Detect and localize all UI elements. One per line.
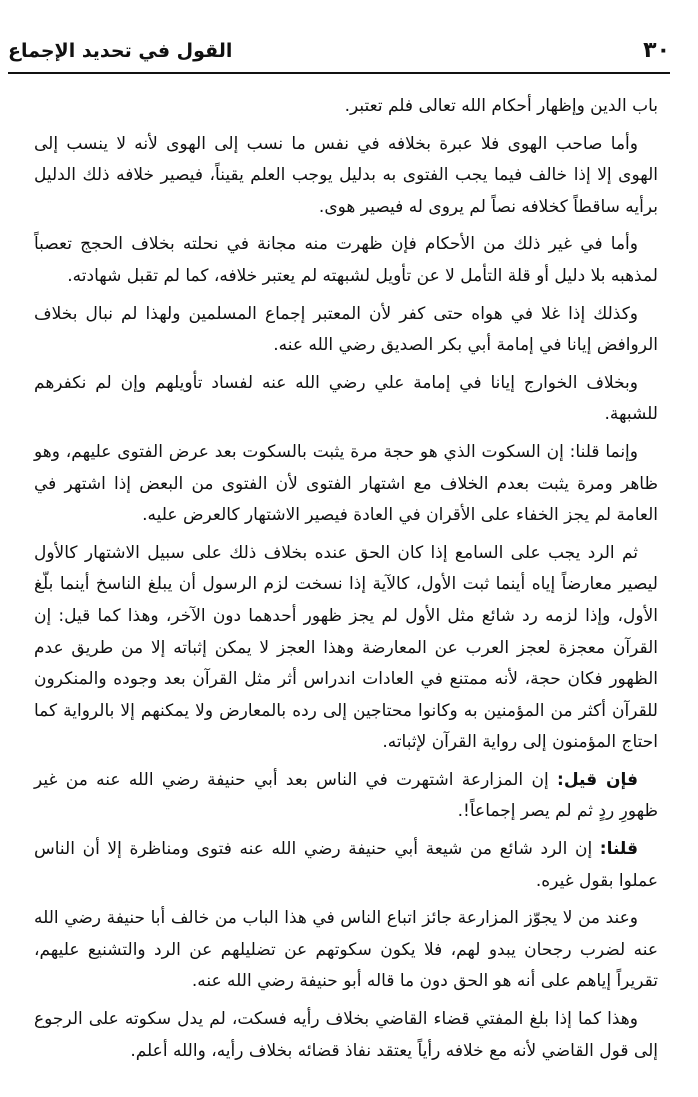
paragraph [34,229,658,292]
paragraph [34,1004,658,1067]
paragraph [34,368,658,431]
body-text [34,91,658,1073]
paragraph [34,299,658,362]
header-rule [8,72,670,74]
paragraph [34,834,658,897]
paragraph-text: باب الدين وإظهار أحكام الله تعالى فلم تعتبر. [344,96,658,116]
paragraph [34,538,658,759]
paragraph-text: ثم الرد يجب على السامع إذا كان الحق عنده بخلاف ذلك على سبيل الاشتهار كالأول ليصير معارضاً إياه أينما ثبت الأول، كالآية إذا نسخت لزم الرسول أن يبلغ الناسخ أينما بلّغ الأول، وإذا لزمه رد شائع مثل الأول لم يجز ظهور أحدهما دون الآخر، وهذا كما قيل: إن القرآن معجزة لعجز العرب عن المعارضة وهذا العجز لا يمكن إثباته إلا من طريق عدم الظهور فكان حجة، لأنه ممتنع في العادات اندراس أثر مثل القرآن بعد وجوده والمنكرون للقرآن أكثر من المؤمنين به وكانوا محتاجين إلى رده بالمعارض ولا يمكنهم إلا بالرواية كما احتاج المؤمنون إلى رواية القرآن لإثباته. [34,542,658,753]
page-header [8,30,670,64]
paragraph-text: إن الرد شائع من شيعة أبي حنيفة رضي الله عنه فتوى ومناظرة إلا أن الناس عملوا بقول غيره. [34,839,658,891]
paragraph [34,129,658,224]
paragraph-text: وإنما قلنا: إن السكوت الذي هو حجة مرة يثبت بالسكوت بعد عرض الفتوى عليهم، وهو ظاهر ومرة يثبت بعدم الخلاف مع اشتهار الفتوى لأن الفتوى من البعض إذا اشتهر في العامة لم يجز الخفاء على الأقران في العادة فيصير الاشتهار كالعرض عليه. [34,441,658,526]
paragraph-lead: قلنا: [599,839,638,860]
running-title: القول في تحديد الإجماع [8,40,233,62]
paragraph [34,903,658,998]
paragraph-text: وعند من لا يجوّز المزارعة جائز اتباع الناس في هذا الباب من خالف أبا حنيفة رضي الله عنه لضرب رجحان يبدو لهم، فلا يكون سكوتهم عن تضليلهم عن الرد والتشنيع عليهم، تقريراً إياهم على أنه هو الحق دون ما قاله أبو حنيفة رضي الله عنه. [34,908,658,992]
paragraph-text: وبخلاف الخوارج إيانا في إمامة علي رضي الله عنه لفساد تأويلهم وإن لم نكفرهم للشبهة. [34,372,658,425]
page-number: ٣٠ [643,38,670,63]
paragraph [34,437,658,532]
paragraph-lead: فإن قيل: [557,769,638,790]
paragraph [34,91,658,123]
paragraph-text: وهذا كما إذا بلغ المفتي قضاء القاضي بخلاف رأيه فسكت، لم يدل سكوته على الرجوع إلى قول القاضي لأنه مع خلافه رأياً يعتقد نفاذ قضائه بخلاف رأيه، والله أعلم. [34,1009,658,1061]
paragraph-text: وأما في غير ذلك من الأحكام فإن ظهرت منه مجانة في نحلته بخلاف الحجج تعصباً لمذهبه بلا دليل أو قلة التأمل لا عن تأويل لشبهته لم يعتبر خلافه، كما لم تقبل شهادته. [34,234,658,286]
paragraph-text: إن المزارعة اشتهرت في الناس بعد أبي حنيفة رضي الله عنه من غير ظهورِ ردٍ ثم لم يصر إجماعاً!. [34,769,658,822]
paragraph-text: وكذلك إذا غلا في هواه حتى كفر لأن المعتبر إجماع المسلمين ولهذا لم نبال بخلاف الروافض إيانا في إمامة أبي بكر الصديق رضي الله عنه. [34,303,658,356]
paragraph-text: وأما صاحب الهوى فلا عبرة بخلافه في نفس ما نسب إلى الهوى لأنه لا ينسب إلى الهوى إلا إذا خالف فيما يجب الفتوى به بدليل يوجب العلم يقيناً، فيصير خلافه ذلك الدليل برأيه ساقطاً كخلافه نصاً لم يروى له فيصير هوى. [34,133,658,217]
paragraph [34,765,658,828]
